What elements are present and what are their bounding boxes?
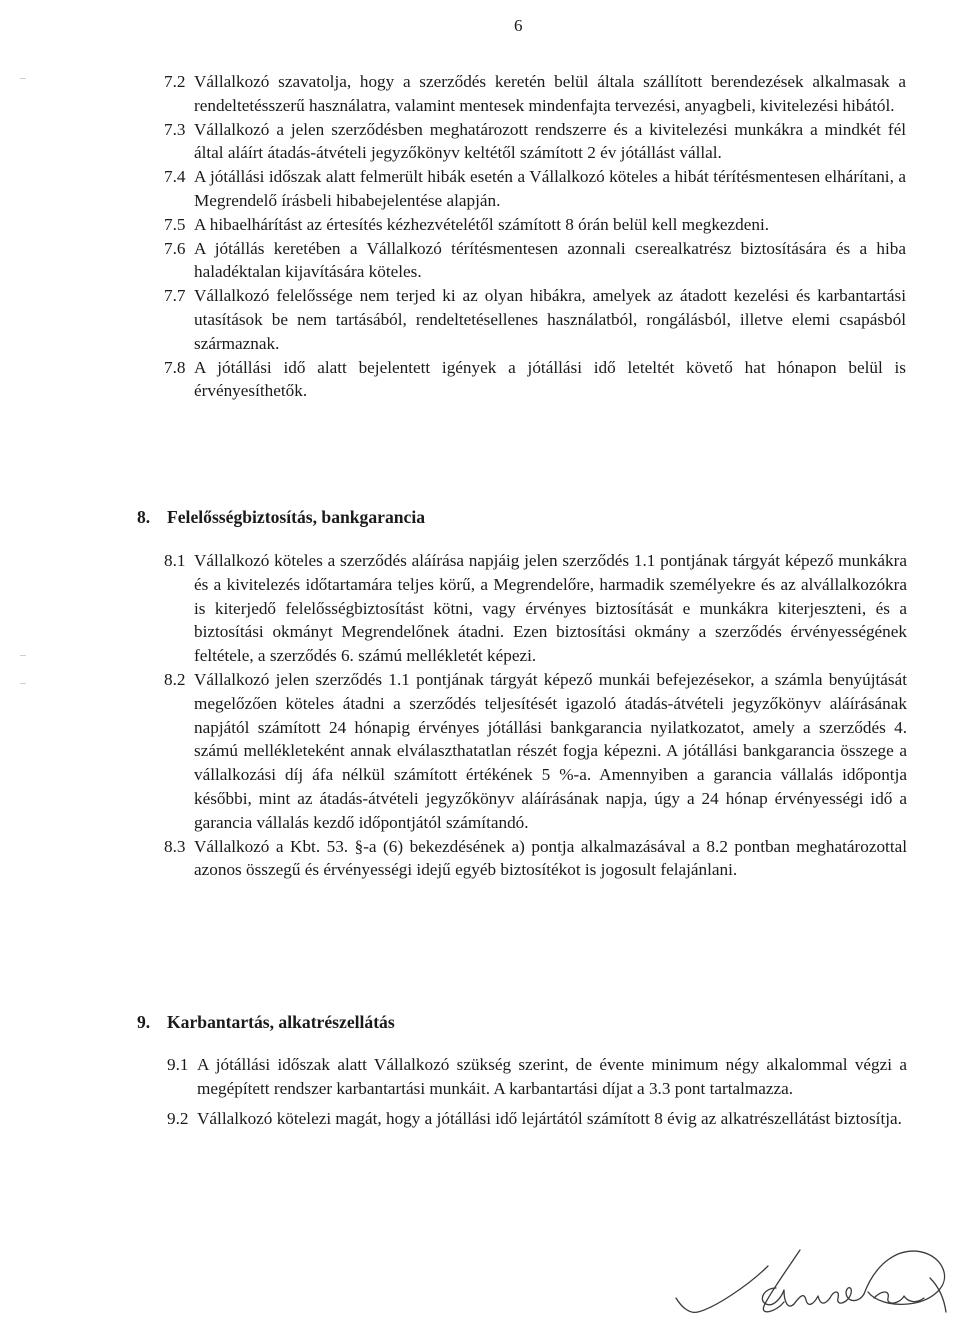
clause-text: A hibaelhárítást az értesítés kézhezvételétől számított 8 órán belül kell megkezdeni. [194,214,770,234]
clause-9-1: 9.1 A jótállási időszak alatt Vállalkozó szükség szerint, de évente minimum négy alkalommal végzi a megépített rendszer karbantartási munkáit. A karbantartási díjat a 3.3 pont tartalmazza. [167,1055,907,1098]
section-9 [0,1053,960,1130]
clause-7-3: 7.3 Vállalkozó a jelen szerződésben meghatározott rendszerre és a kivitelezési munkákra a mindkét fél által aláírt átadás-átvételi jegyzőkönyv keltétől számított 2 év jótállást vállal. [164,119,906,163]
clause-8-2: 8.2 Vállalkozó jelen szerződés 1.1 pontjának tárgyát képező munkái befejezésekor, a számla benyújtását megelőzően köteles átadni a szerződés teljesítését igazoló átadás-átvételi jegyzőkönyv aláírásának napjától számított 24 hónapig érvényes jótállási bankgarancia nyilatkozatot, amely a szerződés 4. számú mellékleteként annak elválaszthatatlan részét fogja képezni. A jótállási bankgarancia összege a vállalkozási díj áfa nélkül számított értékének 5 %-a. Amennyiben a garancia vállalás időpontja későbbi, mint az átadás-átvételi jegyzőkönyv aláírásának napja, úgy a 24 hónap érvényességi idő a garancia vállalás kezdő időpontjától számítandó. [164,669,907,832]
clause-7-4: 7.4 A jótállási időszak alatt felmerült hibák esetén a Vállalkozó köteles a hibát térítésmentesen elhárítani, a Megrendelő írásbeli hibabejelentése alapján. [164,167,906,210]
clause-7-2: 7.2 Vállalkozó szavatolja, hogy a szerződés keretén belül általa szállított berendezések alkalmasak a rendeltetésszerű használatra, valamint mentesek mindenfajta tervezési, anyagbeli, kivitelezési hibától. [164,72,906,115]
clause-text: Vállalkozó a Kbt. 53. §-a (6) bekezdésének a) pontja alkalmazásával a 8.2 pontban meghatározottal azonos összegű és érvényességi idejű egyéb biztosítékot is jogosult felajánlani. [194,836,907,880]
clause-text: A jótállási időszak alatt Vállalkozó szükség szerint, de évente minimum négy alkalommal végzi a megépített rendszer karbantartási munkáit. A karbantartási díjat a 3.3 pont tartalmazza. [197,1055,907,1098]
section-title: Felelősségbiztosítás, bankgarancia [167,507,426,527]
clause-text: Vállalkozó szavatolja, hogy a szerződés keretén belül általa szállított berendezések alkalmasak a rendeltetésszerű használatra, valamint mentesek mindenfajta tervezési, anyagbeli, kivitelezési hibától. [194,72,906,115]
section-number: 8. [137,507,151,527]
section-9-heading [137,1012,395,1033]
section-7 [0,70,960,403]
section-title: Karbantartás, alkatrészellátás [167,1012,395,1032]
clause-9-2: 9.2 Vállalkozó kötelezi magát, hogy a jótállási idő lejártától számított 8 évig az alkatrészellátást biztosítja. [167,1108,902,1128]
clause-text: Vállalkozó köteles a szerződés aláírása napjáig jelen szerződés 1.1 pontjának tárgyát képező munkákra és a kivitelezés időtartamára teljes körű, a Megrendelőre, harmadik személyekre és az alvállalkozókra is kiterjedő felelősségbiztosítást kötni, vagy érvényes biztosítását e munkákra kiterjeszteni, és a biztosítási okmányt Megrendelőnek átadni. Ezen biztosítási okmány a szerződés érvényességének feltétele, a szerződés 6. számú mellékletét képezi. [194,551,907,666]
clause-8-1: 8.1 Vállalkozó köteles a szerződés aláírása napjáig jelen szerződés 1.1 pontjának tárgyát képező munkákra és a kivitelezés időtartamára teljes körű, a Megrendelőre, harmadik személyekre és az alvállalkozókra is kiterjedő felelősségbiztosítást kötni, vagy érvényes biztosítását e munkákra kiterjeszteni, és a biztosítási okmányt Megrendelőnek átadni. Ezen biztosítási okmány a szerződés érvényességének feltétele, a szerződés 6. számú mellékletét képezi. [164,551,907,666]
section-8-heading [137,507,426,528]
clause-text: A jótállás keretében a Vállalkozó térítésmentesen azonnali cserealkatrész biztosítására és a hiba haladéktalan kijavítására köteles. [194,238,906,282]
clause-text: A jótállási idő alatt bejelentett igények a jótállási idő leteltét követő hat hónapon belül is érvényesíthetők. [194,357,906,401]
handwritten-signature [668,1238,958,1326]
clause-text: Vállalkozó a jelen szerződésben meghatározott rendszerre és a kivitelezési munkákra a mindkét fél által aláírt átadás-átvételi jegyzőkönyv keltétől számított 2 év jótállást vállal. [194,119,906,163]
clause-7-7: 7.7 Vállalkozó felelőssége nem terjed ki az olyan hibákra, amelyek az átadott kezelési és karbantartási utasítások be nem tartásából, rendeltetésellenes használatból, rongálásból, illetve elemi csapásból származnak. [164,286,906,353]
section-8 [0,549,960,882]
clause-text: Vállalkozó jelen szerződés 1.1 pontjának tárgyát képező munkái befejezésekor, a számla benyújtását megelőzően köteles átadni a szerződés teljesítését igazoló átadás-átvételi jegyzőkönyv aláírásának napjától számított 24 hónapig érvényes jótállási bankgarancia nyilatkozatot, amely a szerződés 4. számú mellékleteként annak elválaszthatatlan részét fogja képezni. A jótállási bankgarancia összege a vállalkozási díj áfa nélkül számított értékének 5 %-a. Amennyiben a garancia vállalás időpontja későbbi, mint az átadás-átvételi jegyzőkönyv aláírásának napja, úgy a 24 hónap érvényességi idő a garancia vállalás kezdő időpontjától számítandó. [194,669,907,832]
section-number: 9. [137,1012,151,1032]
clause-text: Vállalkozó felelőssége nem terjed ki az olyan hibákra, amelyek az átadott kezelési és karbantartási utasítások be nem tartásából, rendeltetésellenes használatból, rongálásból, illetve elemi csapásból származnak. [194,286,906,353]
clause-text: A jótállási időszak alatt felmerült hibák esetén a Vállalkozó köteles a hibát térítésmentesen elhárítani, a Megrendelő írásbeli hibabejelentése alapján. [194,167,906,210]
page-number: 6 [514,16,523,35]
clause-8-3: 8.3 Vállalkozó a Kbt. 53. §-a (6) bekezdésének a) pontja alkalmazásával a 8.2 pontban meghatározottal azonos összegű és érvényességi idejű egyéb biztosítékot is jogosult felajánlani. [164,836,907,880]
clause-text: Vállalkozó kötelezi magát, hogy a jótállási idő lejártától számított 8 évig az alkatrészellátást biztosítja. [197,1108,902,1128]
clause-7-8: 7.8 A jótállási idő alatt bejelentett igények a jótállási idő leteltét követő hat hónapon belül is érvényesíthetők. [164,357,906,401]
clause-7-6: 7.6 A jótállás keretében a Vállalkozó térítésmentesen azonnali cserealkatrész biztosítására és a hiba haladéktalan kijavítására köteles. [164,238,906,282]
clause-7-5: 7.5 A hibaelhárítást az értesítés kézhezvételétől számított 8 órán belül kell megkezdeni. [164,214,770,234]
